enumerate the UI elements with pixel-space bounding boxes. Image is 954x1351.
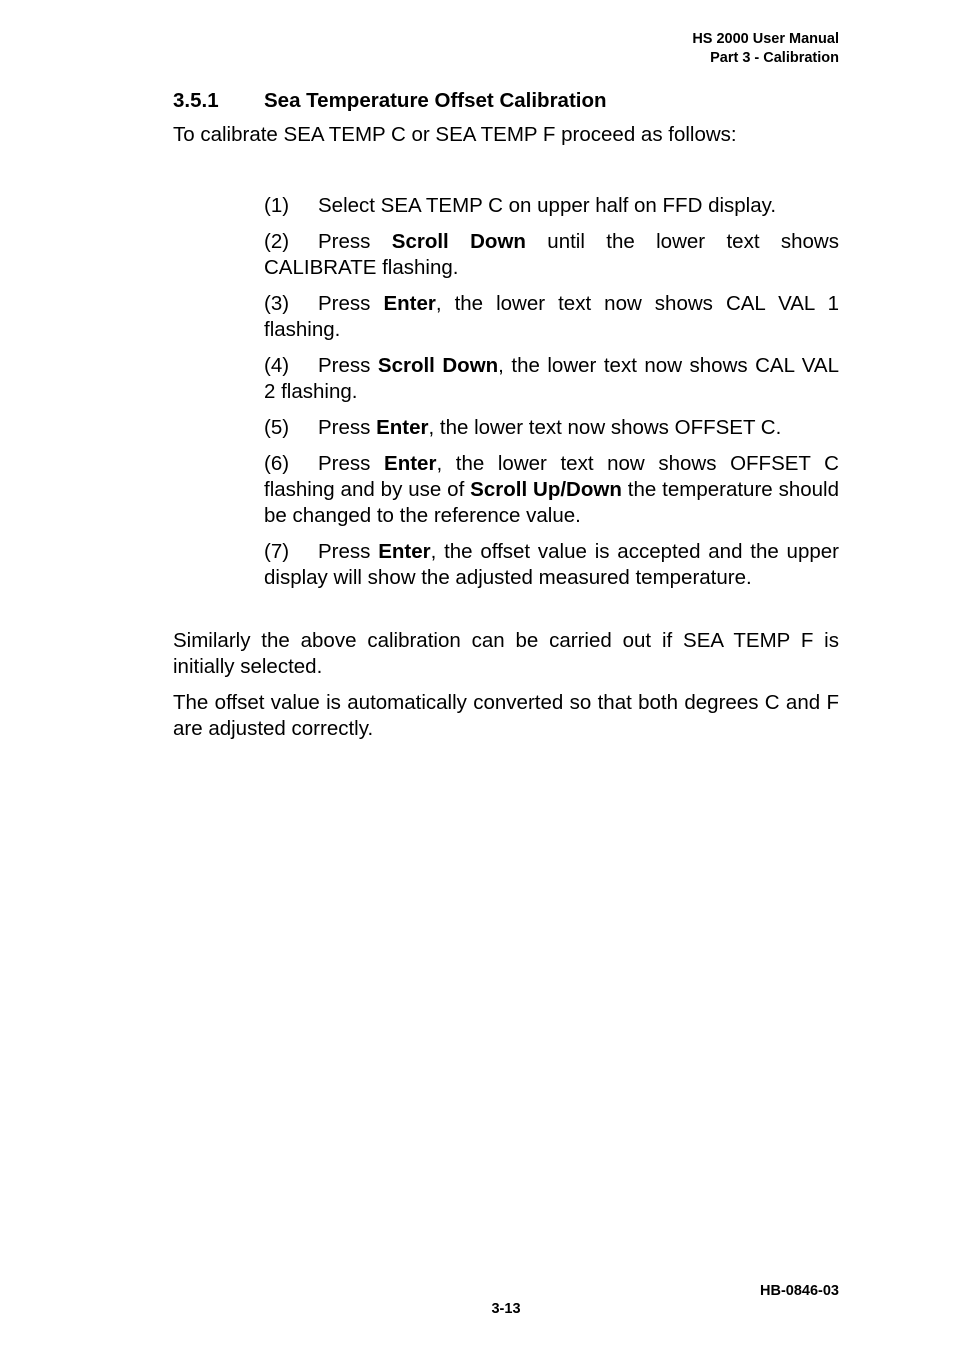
procedure-step	[264, 539, 839, 591]
step-text: Press	[318, 540, 379, 563]
key-name: Scroll Down	[391, 230, 526, 253]
procedure-step	[264, 451, 839, 529]
step-text: Press	[318, 230, 392, 253]
procedure-step	[264, 353, 839, 405]
step-number: (7)	[264, 540, 290, 563]
running-header	[692, 30, 839, 68]
procedure-step	[264, 415, 839, 441]
step-text: , the lower text now shows OFFSET C.	[428, 416, 782, 439]
step-number: (5)	[264, 416, 290, 439]
procedure-step	[264, 229, 839, 281]
key-name: Enter	[384, 452, 437, 475]
page-number: 3-13	[491, 1301, 521, 1317]
procedure-step	[264, 291, 839, 343]
body-paragraph: Similarly the above calibration can be carried out if SEA TEMP F is initially selected.	[173, 629, 839, 678]
key-name: Scroll Up/Down	[470, 478, 622, 501]
procedure-steps	[264, 193, 839, 601]
section-heading	[173, 88, 607, 114]
step-text: Press	[318, 416, 377, 439]
document-code: HB-0846-03	[760, 1283, 839, 1299]
step-text: until the lower text shows CALIBRATE flashing.	[264, 230, 839, 279]
key-name: Enter	[376, 416, 429, 439]
step-text: , the lower text now shows CAL VAL 1 flashing.	[264, 292, 839, 341]
step-number: (6)	[264, 452, 290, 475]
step-number: (2)	[264, 230, 290, 253]
body-paragraph: The offset value is automatically converted so that both degrees C and F are adjusted correctly.	[173, 691, 839, 740]
step-text: Press	[318, 292, 384, 315]
step-number: (4)	[264, 354, 290, 377]
section-title: Sea Temperature Offset Calibration	[264, 89, 607, 112]
key-name: Enter	[383, 292, 436, 315]
key-name: Scroll Down	[377, 354, 499, 377]
step-text: , the lower text now shows OFFSET C flashing and by use of	[264, 452, 839, 501]
step-text: the temperature should be changed to the reference value.	[264, 478, 839, 527]
step-text: , the lower text now shows CAL VAL 2 flashing.	[264, 354, 839, 403]
section-number: 3.5.1	[173, 89, 219, 112]
procedure-step	[264, 193, 839, 219]
step-text: Select SEA TEMP C on upper half on FFD display.	[318, 194, 777, 217]
step-number: (3)	[264, 292, 290, 315]
intro-text: To calibrate SEA TEMP C or SEA TEMP F proceed as follows:	[173, 123, 737, 146]
closing-notes	[173, 628, 839, 752]
part-title: Part 3 - Calibration	[710, 50, 839, 66]
step-text: Press	[318, 354, 378, 377]
manual-title: HS 2000 User Manual	[692, 31, 839, 47]
key-name: Enter	[378, 540, 431, 563]
step-text: Press	[318, 452, 385, 475]
step-text: , the offset value is accepted and the upper display will show the adjusted measured temperature.	[264, 540, 839, 589]
step-number: (1)	[264, 194, 290, 217]
